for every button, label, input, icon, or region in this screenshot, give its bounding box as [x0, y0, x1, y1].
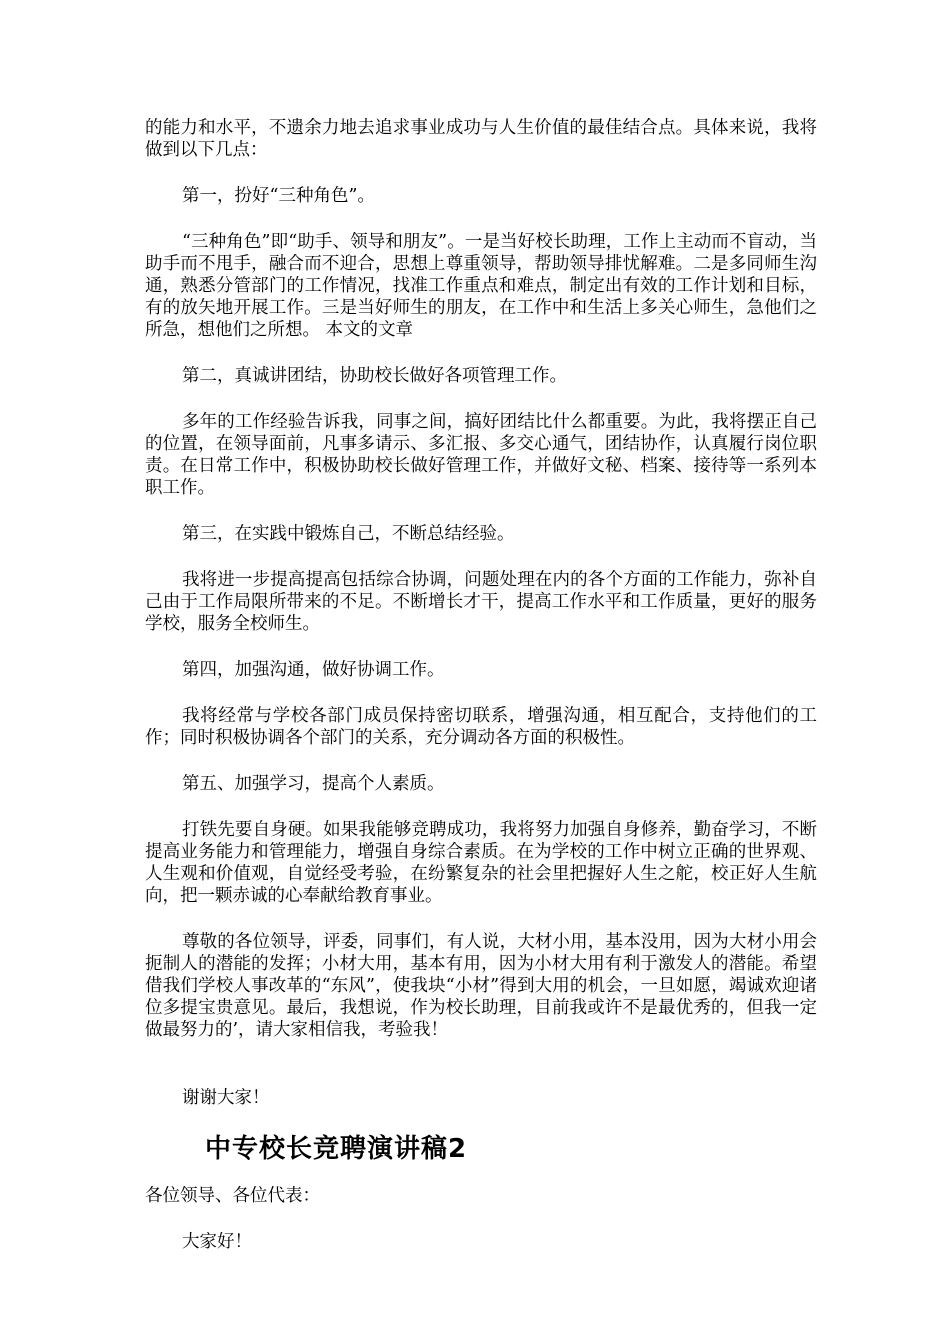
document-body [145, 117, 817, 1277]
point-four-body: 我将经常与学校各部门成员保持密切联系，增强沟通，相互配合，支持他们的工作；同时积极协调各个部门的关系，充分调动各方面的积极性。 [145, 706, 817, 748]
closing-paragraph: 尊敬的各位领导，评委，同事们，有人说，大材小用，基本没用，因为大材小用会扼制人的潜能的发挥；小材大用，基本有用，因为小材大用有利于激发人的潜能。希望借我们学校人事改革的“东风”，使我块“小材”得到大用的机会，一旦如愿，竭诚欢迎诸位多提宝贵意见。最后，我想说，作为校长助理，目前我或许不是最优秀的，但我一定做最努力的’，请大家相信我，考验我！ [145, 932, 817, 1040]
point-two-body: 多年的工作经验告诉我，同事之间，搞好团结比什么都重要。为此，我将摆正自己的位置，在领导面前，凡事多请示、多汇报、多交心通气，团结协作，认真履行岗位职责。在日常工作中，积极协助校长做好管理工作，并做好文秘、档案、接待等一系列本职工作。 [145, 412, 817, 498]
point-five-heading: 第五、加强学习，提高个人素质。 [182, 774, 445, 794]
point-two-heading: 第二，真诚讲团结，协助校长做好各项管理工作。 [182, 366, 567, 386]
point-one-heading: 第一，扮好“三种角色”。 [182, 186, 375, 206]
point-four-heading: 第四，加强沟通，做好协调工作。 [182, 660, 445, 680]
paragraph-intro-continuation: 的能力和水平，不遗余力地去追求事业成功与人生价值的最佳结合点。具体来说，我将做到以下几点： [145, 118, 817, 160]
point-five-body: 打铁先要自身硬。如果我能够竞聘成功，我将努力加强自身修养，勤奋学习，不断提高业务能力和管理能力，增强自身综合素质。在为学校的工作中树立正确的世界观、人生观和价值观，自觉经受考验，在纷繁复杂的社会里把握好人生之舵，校正好人生航向，把一颗赤诚的心奉献给教育事业。 [145, 820, 817, 906]
section-title: 中专校长竞聘演讲稿2 [205, 1134, 468, 1164]
point-three-body: 我将进一步提高提高包括综合协调，问题处理在内的各个方面的工作能力，弥补自己由于工作局限所带来的不足。不断增长才干，提高工作水平和工作质量，更好的服务学校，服务全校师生。 [145, 570, 817, 634]
point-one-body: “三种角色”即“助手、领导和朋友”。一是当好校长助理，工作上主动而不盲动，当助手而不甩手，融合而不迎合，思想上尊重领导，帮助领导排忧解难。二是多同师生沟通，熟悉分管部门的工作情况，找准工作重点和难点，制定出有效的工作计划和目标，有的放矢地开展工作。三是当好师生的朋友，在工作中和生活上多关心师生，急他们之所急，想他们之所想。 本文的文章 [145, 232, 817, 340]
salutation: 各位领导、各位代表： [145, 1186, 320, 1206]
point-three-heading: 第三，在实践中锻炼自己，不断总结经验。 [182, 524, 515, 544]
thanks-line: 谢谢大家！ [182, 1088, 270, 1108]
greeting: 大家好！ [182, 1232, 252, 1252]
